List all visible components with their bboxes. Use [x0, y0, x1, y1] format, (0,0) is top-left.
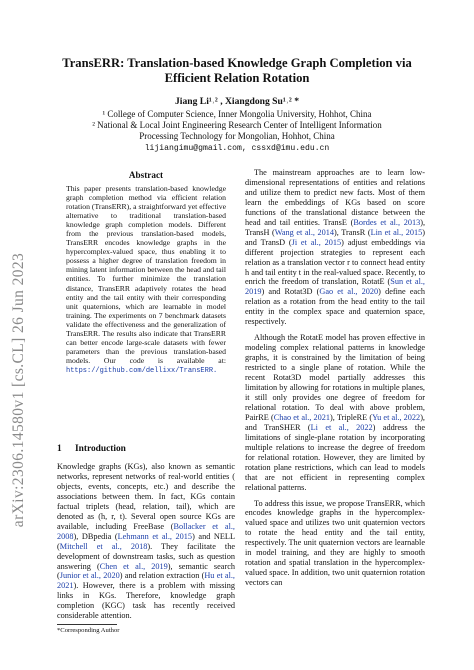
arxiv-identifier: arXiv:2306.14580v1 [cs.CL] 26 Jun 2023: [10, 252, 27, 528]
introduction-column-right: [245, 168, 425, 588]
citation-link[interactable]: Yu et al., 2022: [372, 412, 421, 422]
citation-link[interactable]: Li et al., 2022: [310, 422, 373, 432]
abstract-heading: Abstract: [128, 170, 164, 180]
paper-title: TransERR: Translation-based Knowledge Graph Completion via Efficient Relation Rotation: [62, 56, 412, 85]
citation-link[interactable]: Lin et al., 2015: [370, 227, 423, 237]
footnote: *Corresponding Author: [57, 627, 120, 634]
intro-paragraph-2: The mainstream approaches are to learn low-dimensional representations of entities and relations and utilize them to predict new facts. Most of them learn the embeddings of KGs based on score functions of the translational distance between the head and tail entities. TransE (Bordes et al., 2013), TransH (Wang et al., 2014), TransR (Lin et al., 2015) and TransD (Ji et al., 2015) adjust embeddings via different projection strategies to represent each relation as a translation vector r to connect head entity h and tail entity t in the real-valued space. Recently, to enrich the freedom of translation, RotatE (Sun et al., 2019) and Rotat3D (Gao et al., 2020) define each relation as a rotation from the head entity to the tail entity in the complex space and quaternion space, respectively.: [245, 168, 426, 327]
citation-link[interactable]: Ji et al., 2015: [291, 237, 342, 247]
citation-link[interactable]: Wang et al., 2014: [274, 227, 335, 237]
citation-link[interactable]: Junior et al., 2020: [59, 571, 120, 581]
code-link[interactable]: https://github.com/dellixx/TransERR.: [66, 366, 218, 375]
citation-link[interactable]: Chen et al., 2019: [99, 561, 168, 571]
citation-link[interactable]: Hu et al., 2021: [57, 571, 235, 591]
authors: Jiang Li¹˒² , Xiangdong Su¹˒² *: [175, 96, 299, 107]
citation-link[interactable]: Gao et al., 2020: [319, 287, 379, 297]
intro-paragraph-1: Knowledge graphs (KGs), also known as semantic networks, represent networks of real-world entities ( objects, events, concepts, etc.) and describe the associations between them. In fact, KGs contain factual triplets (head, relation, tail), which are denoted as (h, r, t). Several open source KGs are available, including FreeBase (Bollacker et al., 2008), DBpedia (Lehmann et al., 2015) and NELL (Mitchell et al., 2018). They facilitate the development of downstream tasks, such as question answering (Chen et al., 2019), semantic search (Junior et al., 2020) and relation extraction (Hu et al., 2021). However, there is a problem with missing links in KGs. Therefore, knowledge graph completion (KGC) task has recently received considerable attention.: [57, 462, 235, 621]
abstract-body: This paper presents translation-based knowledge graph completion method via efficient relation rotation (TransERR), a straightforward yet effective alternative to traditional translation-based knowledge graph completion models. Different from the previous translation-based models, TransERR encodes knowledge graphs in the hypercomplex-valued space, thus enabling it to possess a higher degree of translation freedom in mining latent information between the head and tail entities. To further minimize the translation distance, TransERR adaptively rotates the head entity and the tail entity with their corresponding unit quaternions, which are learnable in model training. The experiments on 7 benchmark datasets validate the effectiveness and the generalization of TransERR. The results also indicate that TransERR can better encode large-scale datasets with fewer parameters than the previous translation-based models. Our code is available at:: [66, 184, 226, 365]
citation-link[interactable]: Chao et al., 2021: [273, 412, 331, 422]
abstract-text: [66, 184, 226, 376]
affiliation-2: ² National & Local Joint Engineering Research Center of Intelligent Information: [92, 120, 382, 130]
affiliation-2-cont: Processing Technology for Mongolian, Hohhot, China: [139, 131, 335, 141]
intro-paragraph-4: To address this issue, we propose TransERR, which encodes knowledge graphs in the hypercomplex-valued space and utilizes two unit quaternion vectors to rotate the head entity and the tail entity, respectively. The unit quaternion vectors are learnable in model training, and they are highly to smooth rotation and spatial translation in the hypercomplex-valued space. In addition, two unit quaternion rotation vectors can: [245, 498, 425, 588]
affiliation-1: ¹ College of Computer Science, Inner Mongolia University, Hohhot, China: [102, 109, 372, 119]
citation-link[interactable]: Mitchell et al., 2018: [59, 541, 148, 551]
author-emails: lijiangimu@gmail.com, cssxd@imu.edu.cn: [144, 144, 330, 153]
section-number: 1: [57, 444, 62, 454]
citation-link[interactable]: Lehmann et al., 2015: [117, 531, 193, 541]
introduction-column-left: [57, 462, 235, 621]
citation-link[interactable]: Sun et al., 2019: [245, 277, 425, 297]
intro-paragraph-3: Although the RotatE model has proven effective in modeling complex relational patterns in knowledge graphs, it is constrained by the limitation of being restricted to a single plane of rotation. While the recent Rotat3D model partially addresses this limitation by allowing for rotations in multiple planes, it still only provides one degree of freedom for relational rotation. To deal with above problem, PairRE (Chao et al., 2021), TripleRE (Yu et al., 2022), and TranSHER (Li et al., 2022) address the limitations of single-plane rotation by incorporating multiple relations to increase the degree of freedom for relational rotation. However, they are limited by rotation plane restrictions, which can lead to models that are not efficient in representing complex relational patterns.: [245, 333, 425, 492]
footnote-rule: [57, 624, 117, 625]
citation-link[interactable]: Bollacker et al., 2008: [57, 521, 235, 541]
section-title: Introduction: [75, 444, 126, 454]
citation-link[interactable]: Bordes et al., 2013: [353, 217, 421, 227]
section-heading-introduction: [57, 444, 126, 454]
